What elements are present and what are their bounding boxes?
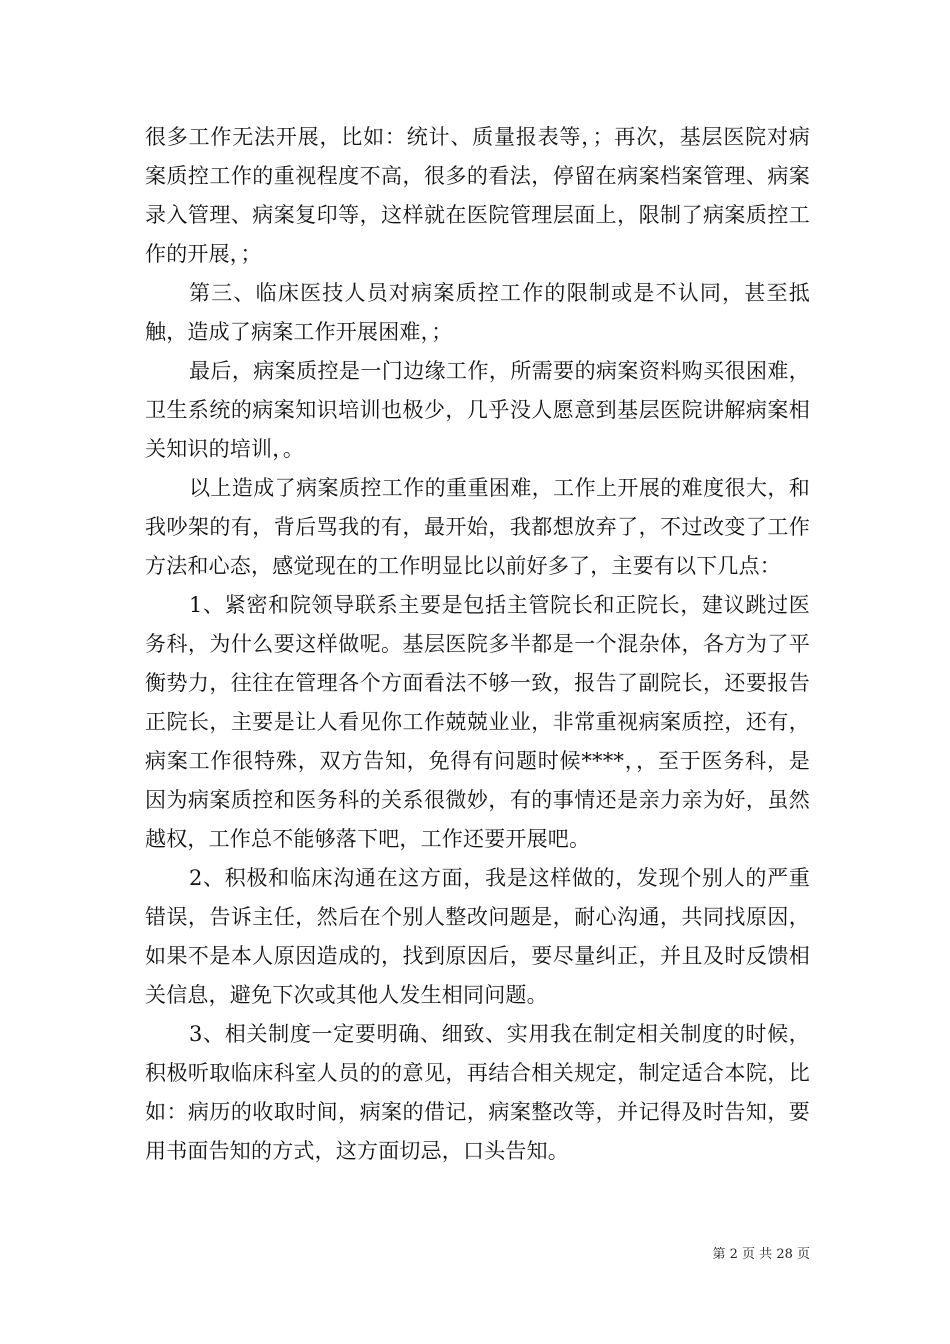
document-body — [145, 118, 810, 1171]
paragraph-5: 1、紧密和院领导联系主要是包括主管院长和正院长，建议跳过医务科，为什么要这样做呢。基层医院多半都是一个混杂体，各方为了平衡势力，往往在管理各个方面看法不够一致，报告了副院长，还要报告正院长，主要是让人看见你工作兢兢业业，非常重视病案质控，还有，病案工作很特殊，双方告知，免得有问题时候****，，至于医务科，是因为病案质控和医务科的关系很微妙，有的事情还是亲力亲为好，虽然越权，工作总不能够落下吧，工作还要开展吧。 — [145, 593, 810, 851]
paragraph-6: 2、积极和临床沟通在这方面，我是这样做的，发现个别人的严重错误，告诉主任，然后在个别人整改问题是，耐心沟通，共同找原因，如果不是本人原因造成的，找到原因后，要尽量纠正，并且及时反馈相关信息，避免下次或其他人发生相同问题。 — [145, 866, 810, 1007]
paragraph-2: 第三、临床医技人员对病案质控工作的限制或是不认同，甚至抵触，造成了病案工作开展困难，； — [145, 281, 810, 344]
paragraph-7: 3、相关制度一定要明确、细致、实用我在制定相关制度的时候，积极听取临床科室人员的的意见，再结合相关规定，制定适合本院，比如：病历的收取时间，病案的借记，病案整改等，并记得及时告知，要用书面告知的方式，这方面切忌，口头告知。 — [145, 1022, 810, 1163]
page-number-footer: 第 2 页 共 28 页 — [712, 1247, 810, 1262]
paragraph-1: 很多工作无法开展，比如：统计、质量报表等，；再次，基层医院对病案质控工作的重视程度不高，很多的看法，停留在病案档案管理、病案录入管理、病案复印等，这样就在医院管理层面上，限制了病案质控工作的开展，； — [145, 125, 810, 266]
paragraph-3: 最后，病案质控是一门边缘工作，所需要的病案资料购买很困难，卫生系统的病案知识培训也极少，几乎没人愿意到基层医院讲解病案相关知识的培训，。 — [145, 359, 810, 461]
paragraph-4: 以上造成了病案质控工作的重重困难，工作上开展的难度很大，和我吵架的有，背后骂我的有，最开始，我都想放弃了，不过改变了工作方法和心态，感觉现在的工作明显比以前好多了，主要有以下几点： — [145, 476, 810, 578]
